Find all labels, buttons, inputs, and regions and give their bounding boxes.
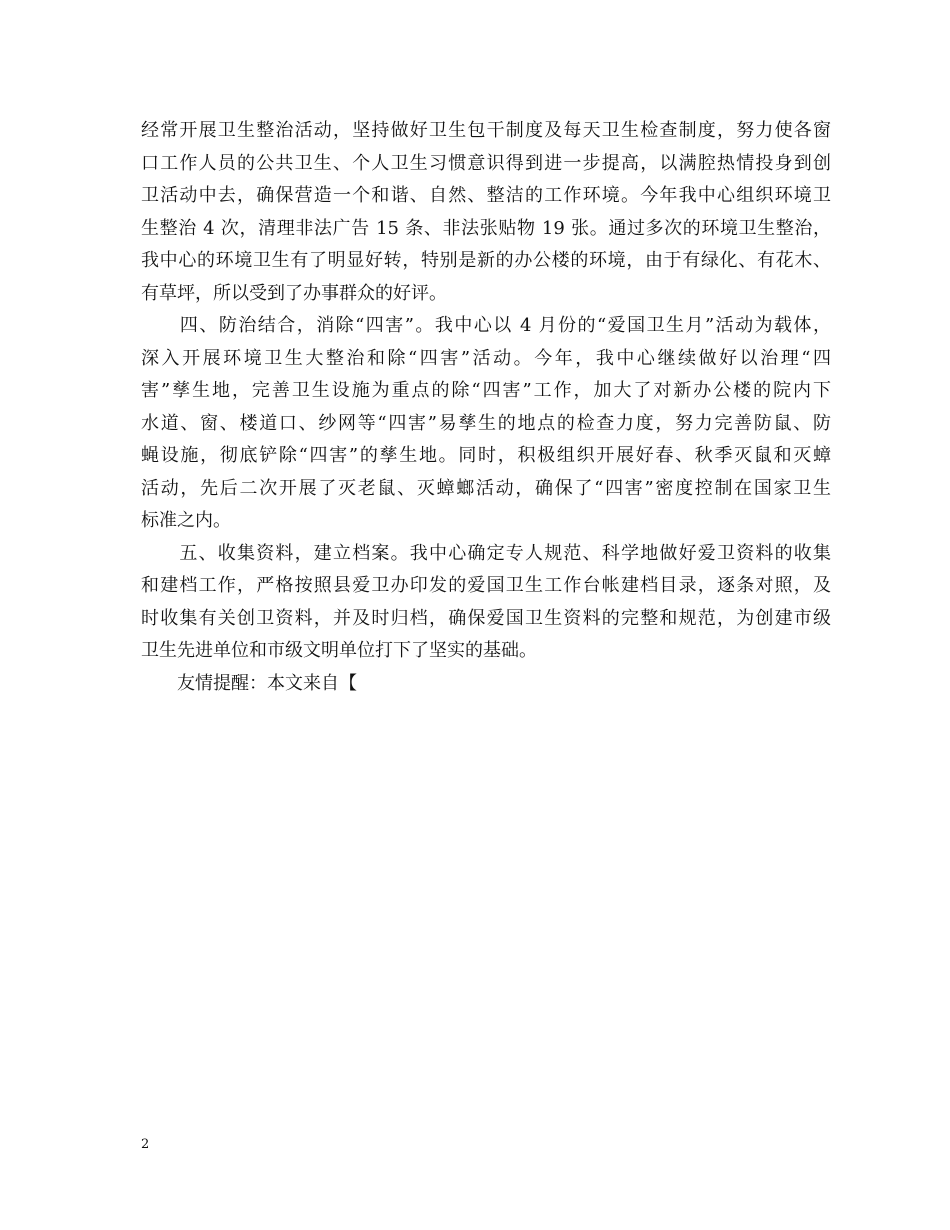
page-number: 2 [141,1137,150,1152]
text-line: 深入开展环境卫生大整治和除“四害”活动。今年，我中心继续做好以治理“四 [141,347,831,369]
text-line: 卫活动中去，确保营造一个和谐、自然、整洁的工作环境。今年我中心组织环境卫 [141,185,831,206]
text-line: 口工作人员的公共卫生、个人卫生习惯意识得到进一步提高，以满腔热情投身到创 [141,152,831,174]
text-line: 有草坪，所以受到了办事群众的好评。 [141,282,447,304]
text-line: 水道、窗、楼道口、纱网等“四害”易孳生的地点的检查力度，努力完善防鼠、防 [141,412,831,434]
text-line: 卫生先进单位和市级文明单位打下了坚实的基础。 [141,640,537,661]
text-line: 蝇设施，彻底铲除“四害”的孳生地。同时，积极组织开展好春、秋季灭鼠和灭蟑 [141,445,831,466]
text-line: 标准之内。 [141,510,231,531]
text-line: 和建档工作，严格按照县爱卫办印发的爱国卫生工作台帐建档目录，逐条对照，及 [141,575,831,596]
text-line: 友情提醒：本文来自【 [141,672,357,694]
text-line: 害”孳生地，完善卫生设施为重点的除“四害”工作，加大了对新办公楼的院内下 [141,380,831,401]
text-line: 时收集有关创卫资料，并及时归档，确保爱国卫生资料的完整和规范，为创建市级 [141,607,831,629]
text-line: 经常开展卫生整治活动，坚持做好卫生包干制度及每天卫生检查制度，努力使各窗 [141,120,831,141]
text-line: 五、收集资料，建立档案。我中心确定专人规范、科学地做好爱卫资料的收集 [141,542,831,564]
text-line: 生整治 4 次，清理非法广告 15 条、非法张贴物 19 张。通过多次的环境卫生整治， [141,217,831,239]
text-line: 活动，先后二次开展了灭老鼠、灭蟑螂活动，确保了“四害”密度控制在国家卫生 [141,477,831,499]
document-body [141,115,831,700]
text-line: 我中心的环境卫生有了明显好转，特别是新的办公楼的环境，由于有绿化、有花木、 [141,250,831,271]
text-line: 四、防治结合，消除“四害”。我中心以 4 月份的“爱国卫生月”活动为载体， [141,315,831,336]
